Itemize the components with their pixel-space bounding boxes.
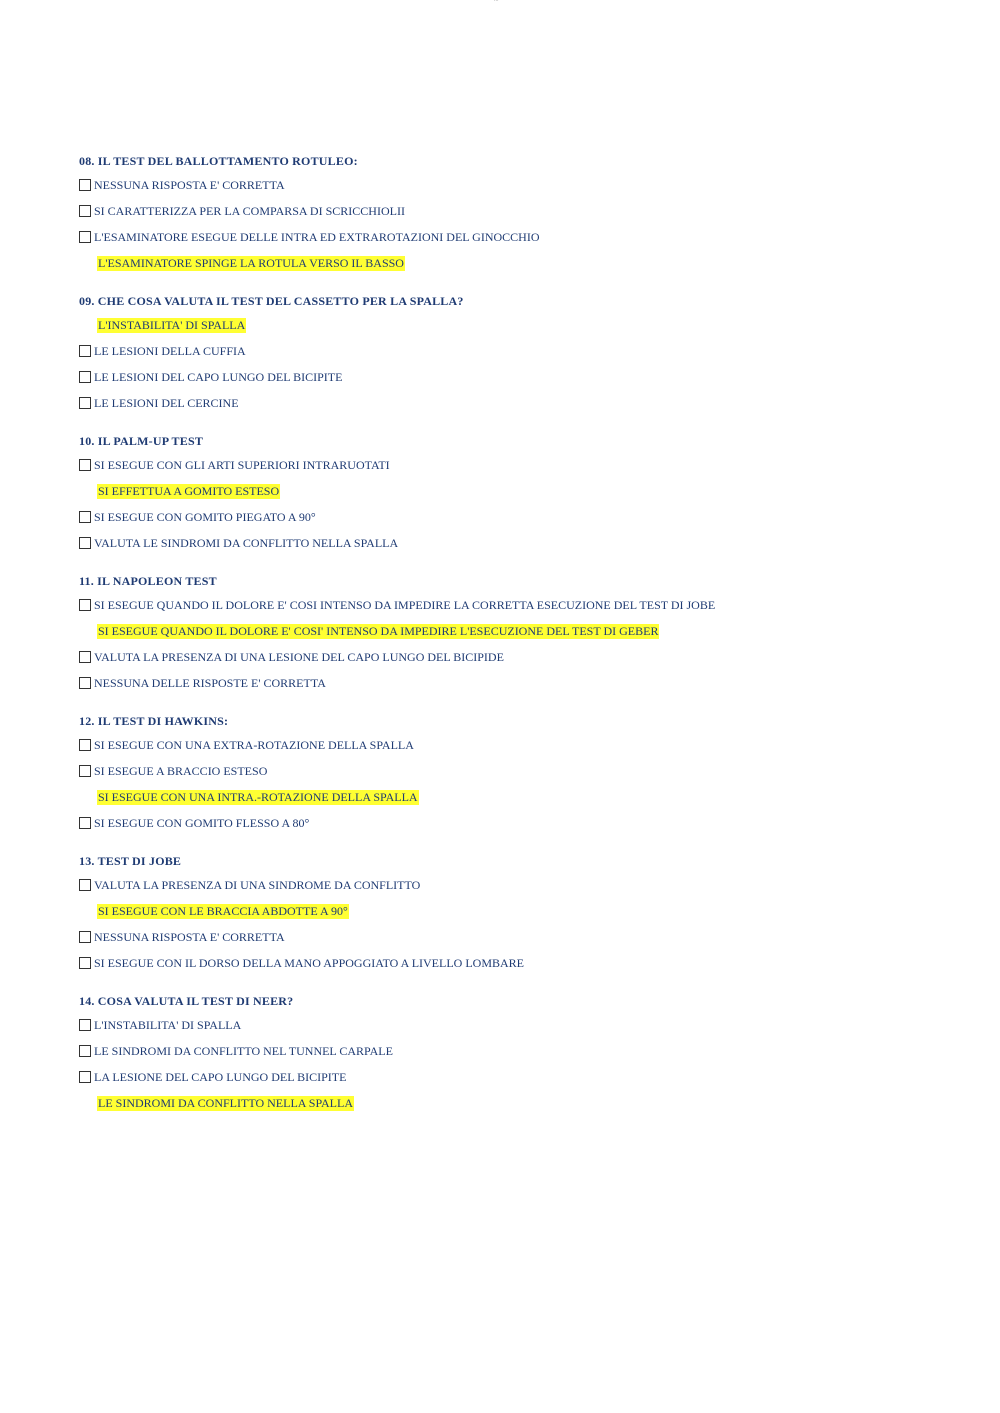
answer-option[interactable] xyxy=(79,452,959,478)
answer-option[interactable] xyxy=(79,924,959,950)
question-block xyxy=(79,150,959,276)
checkbox-icon[interactable] xyxy=(79,677,91,689)
checkbox-icon[interactable] xyxy=(79,205,91,217)
question-block xyxy=(79,570,959,696)
checkbox-icon[interactable] xyxy=(79,231,91,243)
answer-option[interactable] xyxy=(79,338,959,364)
checkbox-icon[interactable] xyxy=(79,397,91,409)
answer-option[interactable] xyxy=(79,950,959,976)
option-label: LE LESIONI DELLA CUFFIA xyxy=(94,343,246,358)
option-label: NESSUNA DELLE RISPOSTE E' CORRETTA xyxy=(94,675,326,690)
checkbox-icon[interactable] xyxy=(79,651,91,663)
highlighted-answer-label: LE SINDROMI DA CONFLITTO NELLA SPALLA xyxy=(98,1095,354,1110)
answer-option[interactable] xyxy=(79,758,959,784)
option-label: SI ESEGUE CON GOMITO FLESSO A 80° xyxy=(94,815,310,830)
checkbox-icon[interactable] xyxy=(79,345,91,357)
answer-option-correct xyxy=(79,478,959,504)
checkbox-icon[interactable] xyxy=(79,1071,91,1083)
page-header-mark: ... xyxy=(494,0,499,3)
answer-option-correct xyxy=(79,784,959,810)
option-label: LE LESIONI DEL CAPO LUNGO DEL BICIPITE xyxy=(94,369,343,384)
highlighted-answer-label: SI EFFETTUA A GOMITO ESTESO xyxy=(98,483,280,498)
answer-option[interactable] xyxy=(79,504,959,530)
checkbox-icon[interactable] xyxy=(79,371,91,383)
checkbox-icon[interactable] xyxy=(79,739,91,751)
option-label: LA LESIONE DEL CAPO LUNGO DEL BICIPITE xyxy=(94,1069,347,1084)
option-label: LE LESIONI DEL CERCINE xyxy=(94,395,239,410)
checkbox-icon[interactable] xyxy=(79,1019,91,1031)
question-block xyxy=(79,990,959,1116)
answer-option[interactable] xyxy=(79,670,959,696)
answer-option[interactable] xyxy=(79,198,959,224)
highlighted-answer-label: L'INSTABILITA' DI SPALLA xyxy=(98,317,246,332)
checkbox-icon[interactable] xyxy=(79,459,91,471)
option-label: SI ESEGUE CON UNA EXTRA-ROTAZIONE DELLA SPALLA xyxy=(94,737,414,752)
answer-option[interactable] xyxy=(79,810,959,836)
question-title: 13. TEST DI JOBE xyxy=(79,854,182,868)
checkbox-icon[interactable] xyxy=(79,931,91,943)
answer-option[interactable] xyxy=(79,592,959,618)
checkbox-icon[interactable] xyxy=(79,599,91,611)
highlighted-answer-label: SI ESEGUE CON LE BRACCIA ABDOTTE A 90° xyxy=(98,903,348,918)
option-label: L'ESAMINATORE ESEGUE DELLE INTRA ED EXTRAROTAZIONI DEL GINOCCHIO xyxy=(94,229,540,244)
answer-option-correct xyxy=(79,250,959,276)
answer-option[interactable] xyxy=(79,364,959,390)
question-title: 10. IL PALM-UP TEST xyxy=(79,434,204,448)
highlighted-answer-label: SI ESEGUE CON UNA INTRA.-ROTAZIONE DELLA SPALLA xyxy=(98,789,418,804)
checkbox-icon[interactable] xyxy=(79,817,91,829)
checkbox-icon[interactable] xyxy=(79,765,91,777)
option-label: SI ESEGUE CON IL DORSO DELLA MANO APPOGGIATO A LIVELLO LOMBARE xyxy=(94,955,525,970)
answer-option[interactable] xyxy=(79,530,959,556)
checkbox-icon[interactable] xyxy=(79,879,91,891)
highlighted-answer-label: SI ESEGUE QUANDO IL DOLORE E' COSI' INTENSO DA IMPEDIRE L'ESECUZIONE DEL TEST DI GEBER xyxy=(98,623,659,638)
checkbox-icon[interactable] xyxy=(79,957,91,969)
option-label: NESSUNA RISPOSTA E' CORRETTA xyxy=(94,929,285,944)
answer-option-correct xyxy=(79,1090,959,1116)
answer-option[interactable] xyxy=(79,224,959,250)
option-label: SI ESEGUE QUANDO IL DOLORE E' COSI INTENSO DA IMPEDIRE LA CORRETTA ESECUZIONE DEL TEST DI JOBE xyxy=(94,597,716,612)
answer-option[interactable] xyxy=(79,1038,959,1064)
checkbox-icon[interactable] xyxy=(79,511,91,523)
answer-option-correct xyxy=(79,312,959,338)
question-title: 08. IL TEST DEL BALLOTTAMENTO ROTULEO: xyxy=(79,154,358,168)
option-label: VALUTA LA PRESENZA DI UNA LESIONE DEL CAPO LUNGO DEL BICIPIDE xyxy=(94,649,504,664)
option-label: L'INSTABILITA' DI SPALLA xyxy=(94,1017,242,1032)
answer-option[interactable] xyxy=(79,1064,959,1090)
option-label: NESSUNA RISPOSTA E' CORRETTA xyxy=(94,177,285,192)
option-label: SI ESEGUE CON GLI ARTI SUPERIORI INTRARUOTATI xyxy=(94,457,390,472)
answer-option[interactable] xyxy=(79,1012,959,1038)
option-label: LE SINDROMI DA CONFLITTO NEL TUNNEL CARPALE xyxy=(94,1043,393,1058)
quiz-page xyxy=(79,150,959,1130)
answer-option-correct xyxy=(79,618,959,644)
answer-option[interactable] xyxy=(79,872,959,898)
answer-option[interactable] xyxy=(79,732,959,758)
option-label: SI ESEGUE CON GOMITO PIEGATO A 90° xyxy=(94,509,316,524)
question-title: 11. IL NAPOLEON TEST xyxy=(79,574,217,588)
question-block xyxy=(79,710,959,836)
answer-option[interactable] xyxy=(79,644,959,670)
option-label: SI CARATTERIZZA PER LA COMPARSA DI SCRICCHIOLII xyxy=(94,203,405,218)
option-label: VALUTA LA PRESENZA DI UNA SINDROME DA CONFLITTO xyxy=(94,877,421,892)
checkbox-icon[interactable] xyxy=(79,1045,91,1057)
question-title: 09. CHE COSA VALUTA IL TEST DEL CASSETTO PER LA SPALLA? xyxy=(79,294,464,308)
question-block xyxy=(79,290,959,416)
question-block xyxy=(79,850,959,976)
option-label: VALUTA LE SINDROMI DA CONFLITTO NELLA SPALLA xyxy=(94,535,399,550)
highlighted-answer-label: L'ESAMINATORE SPINGE LA ROTULA VERSO IL BASSO xyxy=(98,255,404,270)
answer-option[interactable] xyxy=(79,172,959,198)
checkbox-icon[interactable] xyxy=(79,179,91,191)
option-label: SI ESEGUE A BRACCIO ESTESO xyxy=(94,763,268,778)
answer-option[interactable] xyxy=(79,390,959,416)
question-block xyxy=(79,430,959,556)
question-title: 14. COSA VALUTA IL TEST DI NEER? xyxy=(79,994,294,1008)
question-title: 12. IL TEST DI HAWKINS: xyxy=(79,714,229,728)
answer-option-correct xyxy=(79,898,959,924)
checkbox-icon[interactable] xyxy=(79,537,91,549)
